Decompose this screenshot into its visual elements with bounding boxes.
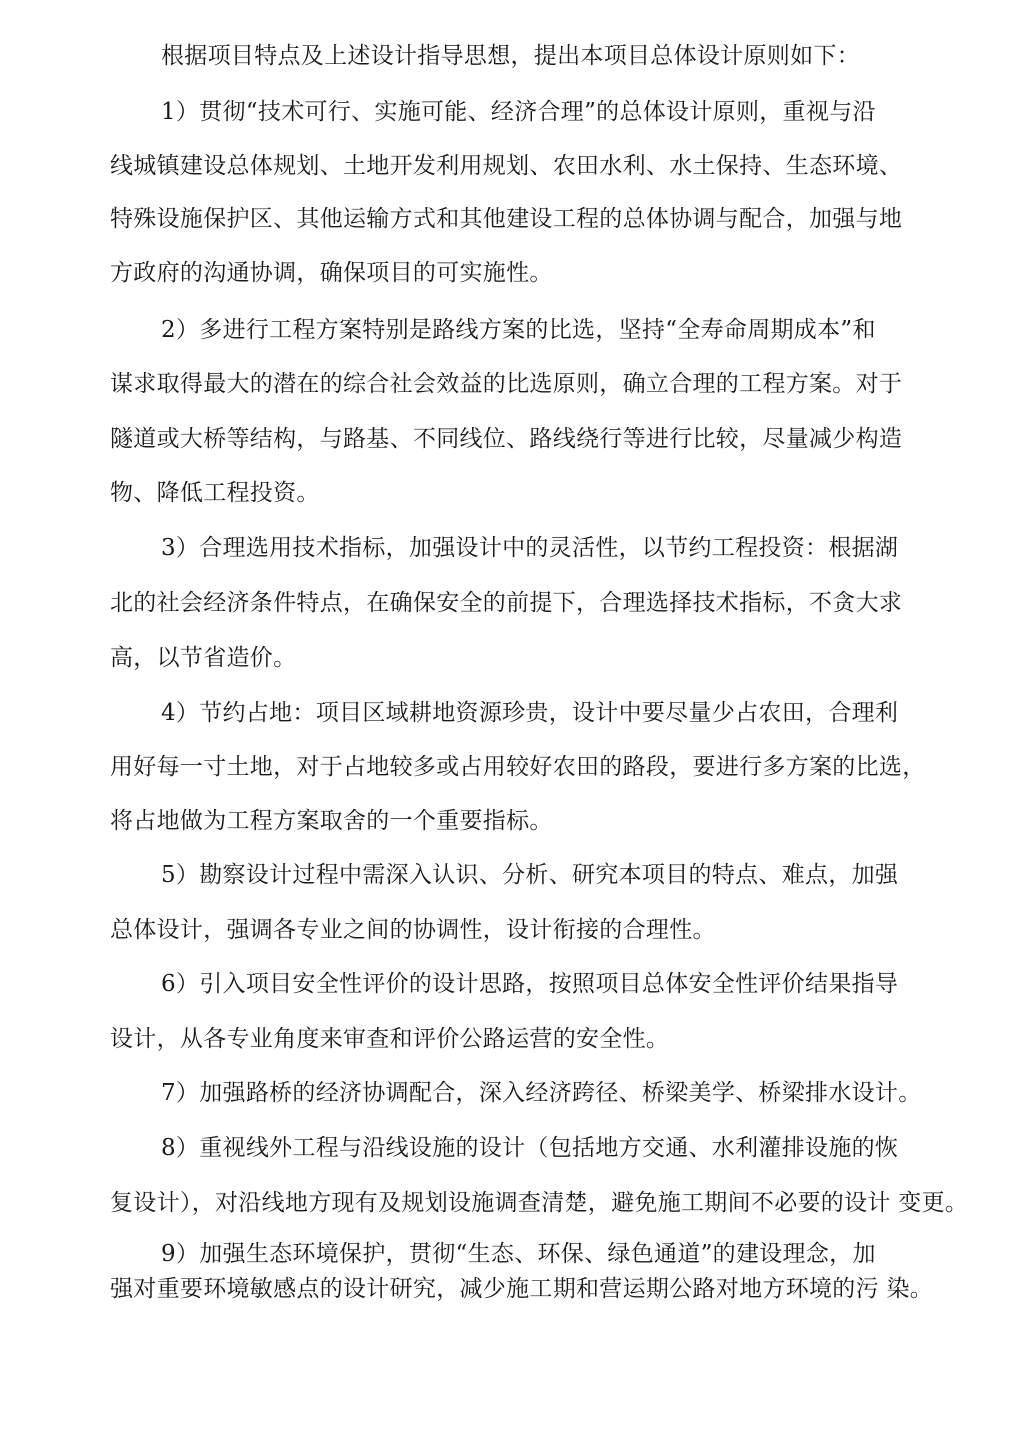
principle-6-line-1: 6）引入项目安全性评价的设计思路，按照项目总体安全性评价结果指导 (161, 971, 899, 997)
principle-1-line-4: 方政府的沟通协调，确保项目的可实施性。 (110, 260, 553, 286)
principle-4-line-3: 将占地做为工程方案取舍的一个重要指标。 (110, 808, 553, 834)
intro-line: 根据项目特点及上述设计指导思想，提出本项目总体设计原则如下： (161, 43, 860, 69)
principle-2-line-1: 2）多进行工程方案特别是路线方案的比选，坚持“全寿命周期成本”和 (161, 317, 876, 343)
principle-4-line-2: 用好每一寸土地，对于占地较多或占用较好农田的路段，要进行多方案的比选， (110, 754, 926, 780)
principle-3-line-1: 3）合理选用技术指标，加强设计中的灵活性，以节约工程投资：根据湖 (161, 535, 899, 561)
principle-2-line-4: 物、降低工程投资。 (110, 480, 320, 506)
principle-5-line-1: 5）勘察设计过程中需深入认识、分析、研究本项目的特点、难点，加强 (161, 862, 899, 888)
principle-1-line-3: 特殊设施保护区、其他运输方式和其他建设工程的总体协调与配合，加强与地 (110, 206, 903, 232)
principle-1-line-1: 1）贯彻“技术可行、实施可能、经济合理”的总体设计原则，重视与沿 (161, 99, 876, 125)
principle-5-line-2: 总体设计，强调各专业之间的协调性，设计衔接的合理性。 (110, 917, 716, 943)
principle-4-line-1: 4）节约占地：项目区域耕地资源珍贵，设计中要尽量少占农田，合理利 (161, 700, 899, 726)
principle-2-line-3: 隧道或大桥等结构，与路基、不同线位、路线绕行等进行比较，尽量减少构造 (110, 426, 903, 452)
principle-1-line-2: 线城镇建设总体规划、土地开发利用规划、农田水利、水土保持、生态环境、 (110, 153, 903, 179)
principle-9-line-2: 强对重要环境敏感点的设计研究，减少施工期和营运期公路对地方环境的污 染。 (110, 1276, 934, 1302)
principle-8-line-2: 复设计），对沿线地方现有及规划设施调查清楚，避免施工期间不必要的设计 变更。 (110, 1190, 969, 1216)
principle-2-line-2: 谋求取得最大的潜在的综合社会效益的比选原则，确立合理的工程方案。对于 (110, 371, 903, 397)
principle-9-line-1: 9）加强生态环境保护，贯彻“生态、环保、绿色通道”的建设理念，加 (161, 1241, 876, 1267)
principle-7-line-1: 7）加强路桥的经济协调配合，深入经济跨径、桥梁美学、桥梁排水设计。 (161, 1080, 922, 1106)
principle-3-line-3: 高，以节省造价。 (110, 645, 297, 671)
principle-6-line-2: 设计，从各专业角度来审查和评价公路运营的安全性。 (110, 1026, 670, 1052)
principle-8-line-1: 8）重视线外工程与沿线设施的设计（包括地方交通、水利灌排设施的恢 (161, 1135, 899, 1161)
principle-3-line-2: 北的社会经济条件特点，在确保安全的前提下，合理选择技术指标，不贪大求 (110, 590, 903, 616)
